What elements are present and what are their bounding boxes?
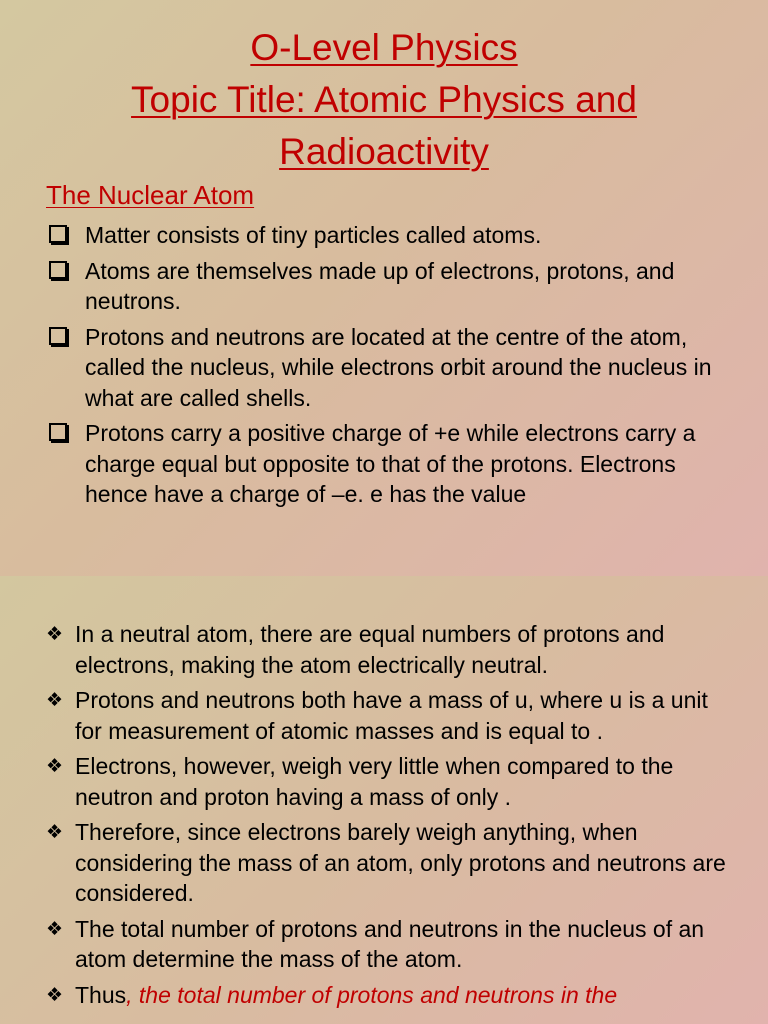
four-diamond-icon: ❖ (46, 983, 64, 1006)
square-checkbox-icon (49, 225, 67, 243)
bullet-list (46, 619, 736, 1015)
bullet-text: Electrons, however, weigh very little when compared to the neutron and proton having a mass of only . (75, 753, 674, 810)
list-item (46, 817, 736, 909)
square-checkbox-icon (49, 423, 67, 441)
list-item (46, 322, 736, 414)
section-heading: The Nuclear Atom (46, 180, 255, 210)
list-item-partial (46, 980, 736, 1011)
bullet-text: Matter consists of tiny particles called atoms. (85, 222, 542, 248)
bullet-text: Protons and neutrons are located at the centre of the atom, called the nucleus, while electrons orbit around the nucleus in what are called shells. (85, 323, 712, 411)
four-diamond-icon: ❖ (46, 821, 64, 843)
four-diamond-icon: ❖ (46, 917, 64, 940)
square-checkbox-icon (49, 261, 67, 279)
bullet-text: Protons carry a positive charge of +e while electrons carry a charge equal but opposite to that of the protons. Electrons hence have a charge of –e. e has the value (85, 420, 696, 507)
bullet-text: Protons and neutrons both have a mass of u, where u is a unit for measurement of atomic masses and is equal to . (75, 687, 708, 744)
bullet-text: The total number of protons and neutrons in the nucleus of an atom determine the mass of the atom. (75, 915, 705, 972)
four-diamond-icon: ❖ (46, 755, 64, 777)
list-item (46, 751, 736, 812)
list-item (46, 418, 736, 510)
bullet-lead-text: Thus (75, 981, 127, 1008)
square-checkbox-icon (49, 327, 67, 345)
bullet-text: In a neutral atom, there are equal numbers of protons and electrons, making the atom electrically neutral. (75, 621, 665, 678)
slide-title (0, 22, 768, 178)
four-diamond-icon: ❖ (46, 689, 64, 711)
title-line-1: O-Level Physics (250, 27, 518, 68)
bullet-text: Atoms are themselves made up of electrons, protons, and neutrons. (85, 257, 675, 314)
bullet-emphasis-text: , the total number of protons and neutrons in the (126, 981, 618, 1008)
slide-2 (0, 576, 768, 1024)
list-item (46, 220, 736, 251)
list-item (46, 685, 736, 746)
list-item (46, 619, 736, 680)
list-item (46, 914, 736, 975)
four-diamond-icon: ❖ (46, 623, 64, 645)
title-line-2: Topic Title: Atomic Physics and (131, 79, 637, 120)
bullet-list (46, 220, 736, 515)
list-item (46, 256, 736, 317)
bullet-text: Therefore, since electrons barely weigh anything, when considering the mass of an atom, only protons and neutrons are considered. (75, 819, 726, 906)
title-line-3: Radioactivity (279, 131, 489, 172)
